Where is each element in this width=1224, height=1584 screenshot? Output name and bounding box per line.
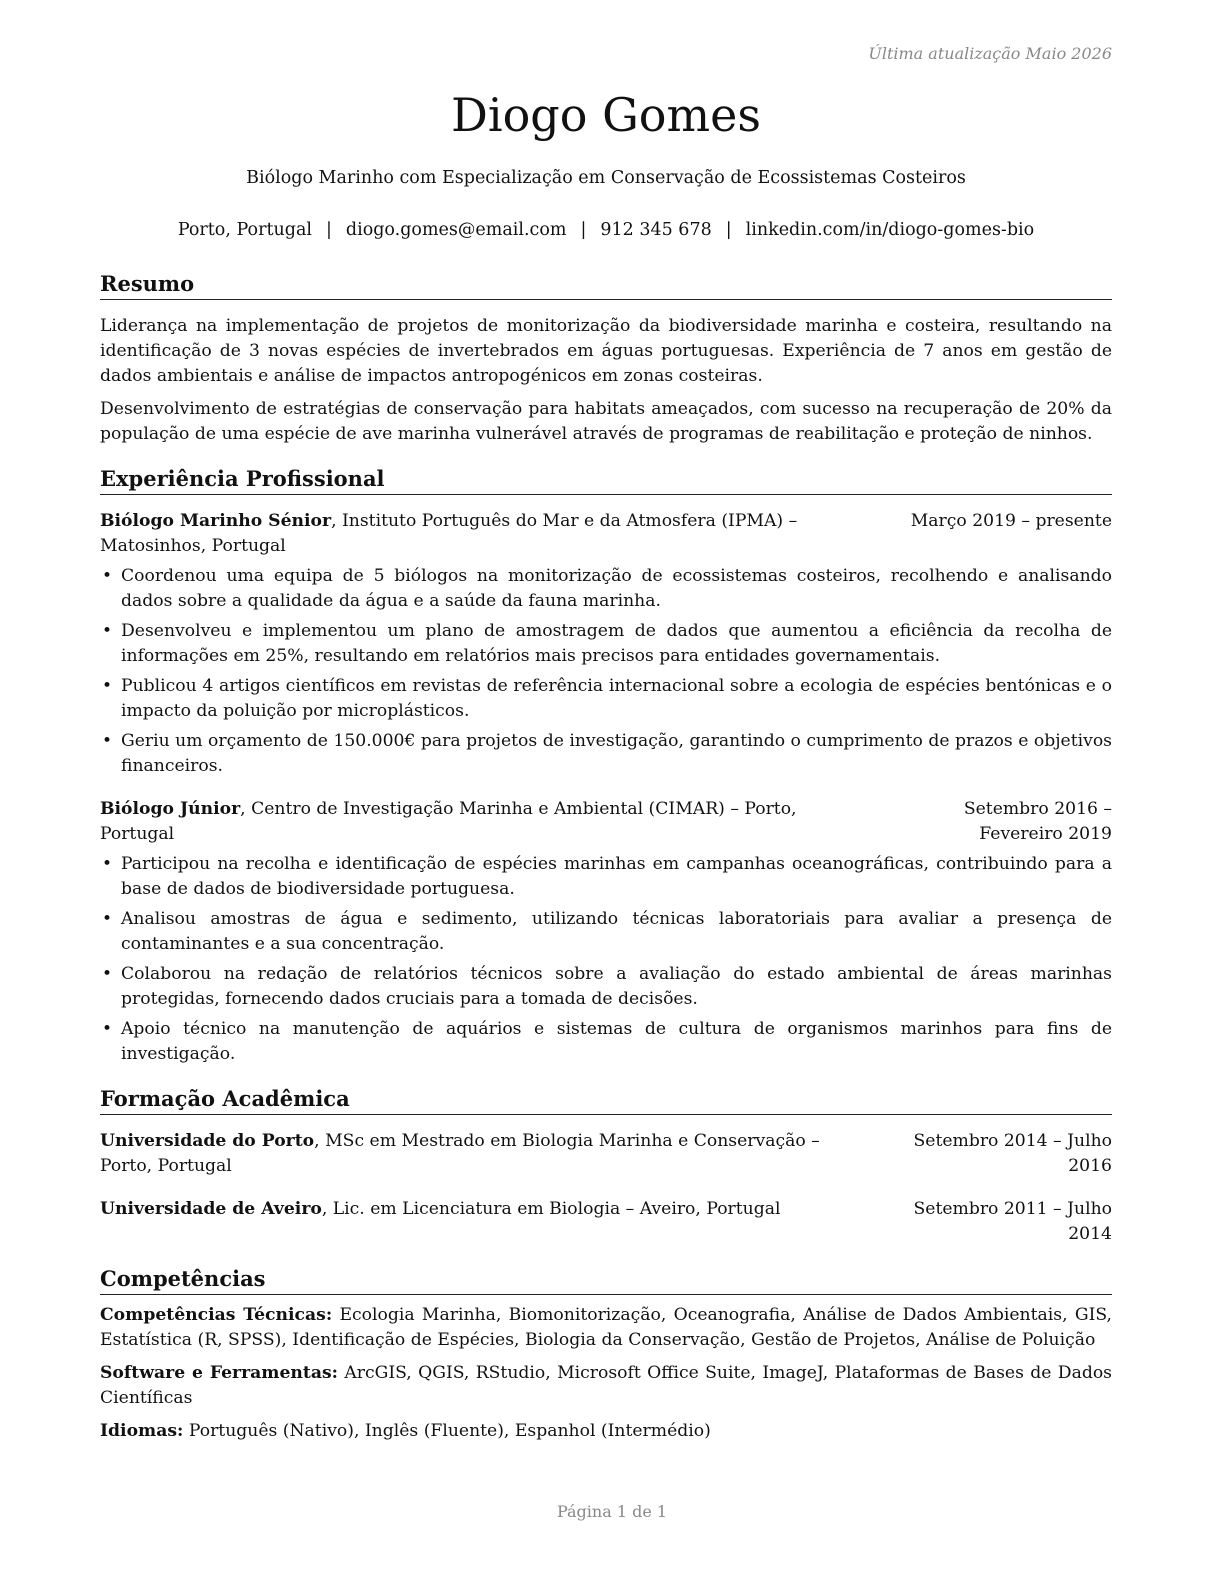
job-bullets — [100, 852, 1112, 1067]
page-footer: Página 1 de 1 — [556, 1502, 668, 1521]
education-dates: Setembro 2014 – Julho 2016 — [913, 1131, 1112, 1176]
headline: Biólogo Marinho com Especialização em Conservação de Ecossistemas Costeiros — [246, 168, 966, 188]
contact-separator: | — [580, 220, 587, 240]
skills-row — [100, 1419, 1112, 1444]
contact-email[interactable]: diogo.gomes@email.com — [345, 220, 567, 240]
contact-separator: | — [325, 220, 332, 240]
last-updated: Última atualização Maio 2026 — [868, 44, 1112, 63]
section-title-summary: Resumo — [100, 270, 1112, 300]
job-entry — [100, 797, 1112, 1067]
skills-label: Software e Ferramentas: — [100, 1363, 338, 1383]
contact-separator: | — [725, 220, 732, 240]
summary-paragraph: Desenvolvimento de estratégias de conservação para habitats ameaçados, com sucesso na recuperação de 20% da população de uma espécie de ave marinha vulnerável através de programas de reabilitação e proteção de ninhos. — [100, 399, 1112, 444]
section-title-experience: Experiência Profissional — [100, 465, 1112, 495]
job-org: , Instituto Português do Mar e da Atmosfera (IPMA) – Matosinhos, Portugal — [100, 511, 798, 556]
job-dates: Março 2019 – presente — [910, 511, 1112, 531]
skills-value: ArcGIS, QGIS, RStudio, Microsoft Office Suite, ImageJ, Plataformas de Bases de Dados Científicas — [100, 1363, 1112, 1408]
candidate-name: Diogo Gomes — [451, 88, 761, 142]
list-item: • Coordenou uma equipa de 5 biólogos na monitorização de ecossistemas costeiros, recolhendo e analisando dados sobre a qualidade da água e a saúde da fauna marinha. — [100, 564, 1112, 614]
education-dates: Setembro 2011 – Julho 2014 — [913, 1199, 1112, 1244]
skills-row — [100, 1303, 1112, 1353]
experience-section — [100, 465, 1112, 1067]
degree-detail: , Lic. em Licenciatura em Biologia – Aveiro, Portugal — [321, 1199, 781, 1219]
education-entry — [100, 1197, 1112, 1247]
skills-value: Ecologia Marinha, Biomonitorização, Oceanografia, Análise de Dados Ambientais, GIS, Estatística (R, SPSS), Identificação de Espécies, Biologia da Conservação, Gestão de Projetos, Análise de Poluição — [100, 1305, 1113, 1350]
summary-paragraph: Liderança na implementação de projetos de monitorização da biodiversidade marinha e costeira, resultando na identificação de 3 novas espécies de invertebrados em águas portuguesas. Experiência de 7 anos em gestão de dados ambientais e análise de impactos antropogénicos em zonas costeiras. — [100, 316, 1112, 386]
skills-label: Idiomas: — [100, 1421, 184, 1441]
section-title-education: Formação Acadêmica — [100, 1085, 1112, 1115]
list-item: • Apoio técnico na manutenção de aquários e sistemas de cultura de organismos marinhos para fins de investigação. — [100, 1017, 1112, 1067]
job-org: , Centro de Investigação Marinha e Ambiental (CIMAR) – Porto, Portugal — [100, 799, 797, 844]
list-item: • Desenvolveu e implementou um plano de amostragem de dados que aumentou a eficiência da recolha de informações em 25%, resultando em relatórios mais precisos para entidades governamentais. — [100, 619, 1112, 669]
education-section — [100, 1085, 1112, 1247]
job-bullets — [100, 564, 1112, 779]
contact-phone: 912 345 678 — [600, 220, 712, 240]
school-name: Universidade de Aveiro — [100, 1199, 322, 1219]
education-entry — [100, 1129, 1112, 1179]
skills-section — [100, 1265, 1112, 1444]
skills-label: Competências Técnicas: — [100, 1305, 333, 1325]
job-role: Biólogo Marinho Sénior — [100, 511, 332, 531]
job-entry — [100, 509, 1112, 779]
list-item: • Colaborou na redação de relatórios técnicos sobre a avaliação do estado ambiental de áreas marinhas protegidas, fornecendo dados cruciais para a tomada de decisões. — [100, 962, 1112, 1012]
resume-content — [100, 270, 1112, 1444]
contact-line — [100, 220, 1112, 240]
list-item: • Analisou amostras de água e sedimento, utilizando técnicas laboratoriais para avaliar a presença de contaminantes e a sua concentração. — [100, 907, 1112, 957]
list-item: • Geriu um orçamento de 150.000€ para projetos de investigação, garantindo o cumprimento de prazos e objetivos financeiros. — [100, 729, 1112, 779]
list-item: • Publicou 4 artigos científicos em revistas de referência internacional sobre a ecologia de espécies bentónicas e o impacto da poluição por microplásticos. — [100, 674, 1112, 724]
job-role: Biólogo Júnior — [100, 799, 241, 819]
school-name: Universidade do Porto — [100, 1131, 315, 1151]
job-dates: Setembro 2016 – Fevereiro 2019 — [963, 799, 1112, 844]
degree-detail: , MSc em Mestrado em Biologia Marinha e Conservação – Porto, Portugal — [100, 1131, 820, 1176]
summary-section — [100, 270, 1112, 447]
contact-linkedin[interactable]: linkedin.com/in/diogo-gomes-bio — [745, 220, 1035, 240]
list-item: • Participou na recolha e identificação de espécies marinhas em campanhas oceanográficas, contribuindo para a base de dados de biodiversidade portuguesa. — [100, 852, 1112, 902]
skills-row — [100, 1361, 1112, 1411]
contact-location: Porto, Portugal — [177, 220, 312, 240]
section-title-skills: Competências — [100, 1265, 1112, 1295]
skills-value: Português (Nativo), Inglês (Fluente), Espanhol (Intermédio) — [183, 1421, 711, 1441]
